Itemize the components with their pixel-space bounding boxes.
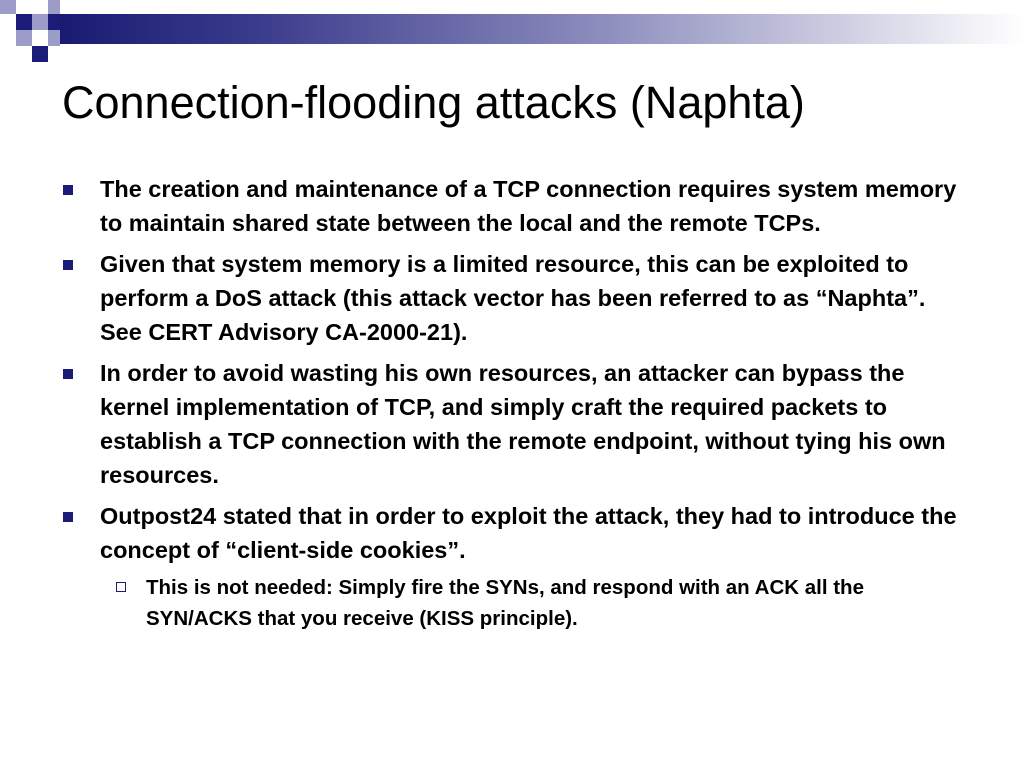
decor-square	[32, 46, 48, 62]
bullet-item	[62, 172, 972, 240]
square-bullet-icon	[63, 185, 73, 195]
decor-square	[48, 14, 60, 30]
header-gradient-bar	[60, 14, 1024, 44]
decor-square	[0, 0, 16, 14]
bullet-text: The creation and maintenance of a TCP connection requires system memory to maintain shared state between the local and the remote TCPs.	[100, 176, 957, 236]
hollow-square-bullet-icon	[116, 582, 126, 592]
square-bullet-icon	[63, 512, 73, 522]
decor-square	[48, 0, 60, 14]
decor-square	[32, 14, 48, 30]
decor-square	[16, 14, 32, 30]
square-bullet-icon	[63, 369, 73, 379]
bullet-text: Given that system memory is a limited resource, this can be exploited to perform a DoS attack (this attack vector has been referred to as “Naphta”. See CERT Advisory CA-2000-21).	[100, 251, 926, 345]
bullet-item	[62, 356, 972, 492]
sub-bullet-item	[146, 572, 972, 634]
bullet-item	[62, 499, 972, 567]
decor-square	[48, 30, 60, 46]
sub-bullet-text: This is not needed: Simply fire the SYNs, and respond with an ACK all the SYN/ACKS that you receive (KISS principle).	[146, 576, 864, 630]
slide-body	[62, 172, 972, 634]
decor-square	[32, 30, 48, 46]
bullet-text: Outpost24 stated that in order to exploit the attack, they had to introduce the concept of “client-side cookies”.	[100, 503, 957, 563]
bullet-text: In order to avoid wasting his own resources, an attacker can bypass the kernel implementation of TCP, and simply craft the required packets to establish a TCP connection with the remote endpoint, without tying his own resources.	[100, 360, 946, 488]
square-bullet-icon	[63, 260, 73, 270]
slide-title: Connection-flooding attacks (Naphta)	[62, 77, 805, 128]
header-decoration	[0, 0, 1024, 62]
bullet-item	[62, 247, 972, 349]
decor-square	[16, 30, 32, 46]
